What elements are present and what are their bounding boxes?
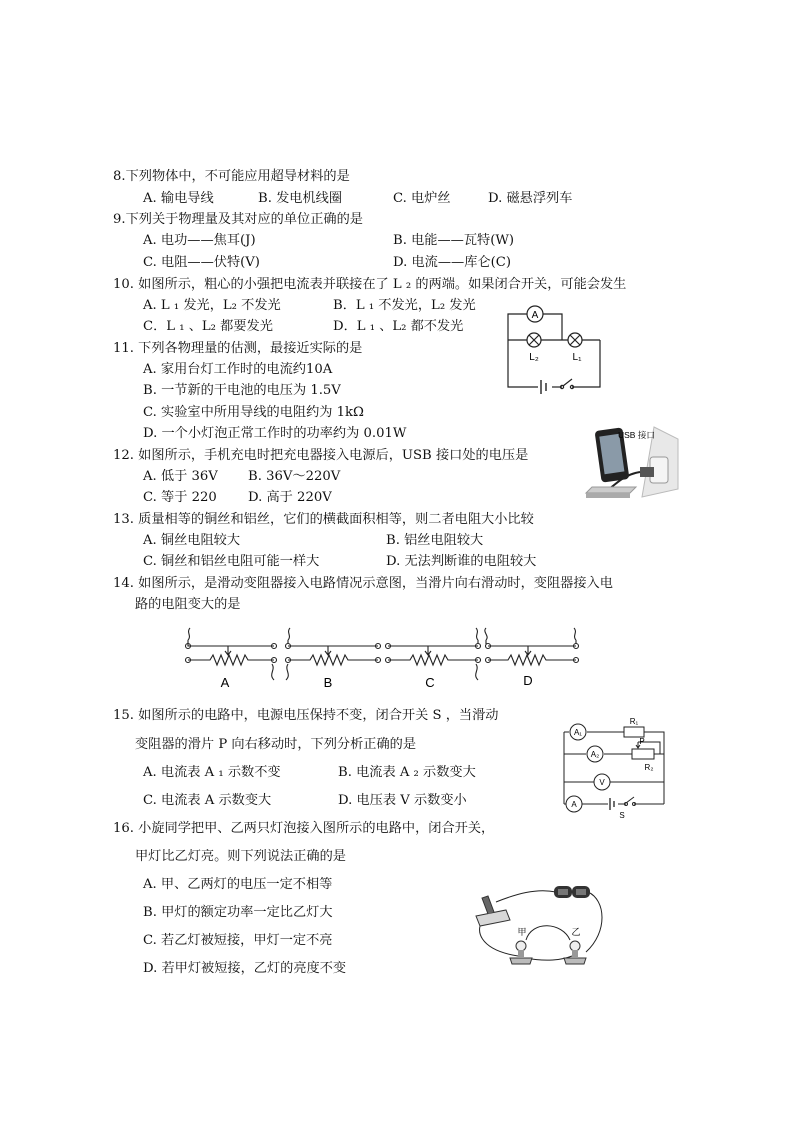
q15-a2-label: A₂ <box>590 750 600 759</box>
q15-option-d: D. 电压表 V 示数变小 <box>338 793 467 808</box>
q12-charger-photo <box>582 423 684 503</box>
q16-stem-line1: 16. 小旋同学把甲、乙两只灯泡接入图所示的电路中，闭合开关， <box>113 821 495 836</box>
q16-option-b: B. 甲灯的额定功率一定比乙灯大 <box>143 905 333 920</box>
q9-stem: 9.下列关于物理量及其对应的单位正确的是 <box>113 212 363 227</box>
q15-p-label: P <box>639 737 645 746</box>
q16-circuit-photo <box>466 880 610 966</box>
q11-option-b: B. 一节新的干电池的电压为 1.5V <box>143 383 341 398</box>
q14-label-b: B <box>323 675 333 690</box>
q13-option-a: A. 铜丝电阻较大 <box>143 533 241 548</box>
q8-option-a: A. 输电导线 <box>143 191 214 206</box>
q16-lamp-yi-label: 乙 <box>571 928 581 938</box>
q8-option-b: B. 发电机线圈 <box>258 191 343 206</box>
q8-option-c: C. 电炉丝 <box>393 191 451 206</box>
q10-option-a: A. L ₁ 发光，L₂ 不发光 <box>143 298 281 313</box>
q15-s-label: S <box>619 811 625 820</box>
q15-a-label: A <box>571 800 577 809</box>
q12-option-d: D. 高于 220V <box>248 490 332 505</box>
q15-r1-label: R₁ <box>629 717 639 726</box>
q12-option-b: B. 36V～220V <box>248 469 341 484</box>
q10-lamp-left-label: L₂ <box>529 352 539 363</box>
q15-option-a: A. 电流表 A ₁ 示数不变 <box>143 765 281 780</box>
q15-a1-label: A₁ <box>573 728 583 737</box>
q14-stem-line2: 路的电阻变大的是 <box>135 597 241 612</box>
q11-option-d: D. 一个小灯泡正常工作时的功率约为 0.01W <box>143 426 407 441</box>
q13-stem: 13. 质量相等的铜丝和铝丝，它们的横截面积相等，则二者电阻大小比较 <box>113 512 534 527</box>
q15-v-label: V <box>599 778 605 787</box>
q11-stem: 11. 下列各物理量的估测，最接近实际的是 <box>113 341 363 356</box>
q9-option-c: C. 电阻——伏特(V) <box>143 255 260 270</box>
q16-option-c: C. 若乙灯被短接，甲灯一定不亮 <box>143 933 333 948</box>
q10-lamp-right-label: L₁ <box>572 352 582 363</box>
q13-option-b: B. 铝丝电阻较大 <box>386 533 484 548</box>
q15-circuit-figure <box>560 714 670 820</box>
q13-option-c: C. 铜丝和铝丝电阻可能一样大 <box>143 554 320 569</box>
q12-stem: 12. 如图所示，手机充电时把充电器接入电源后，USB 接口处的电压是 <box>113 448 529 463</box>
q14-label-c: C <box>425 675 435 690</box>
q16-stem-line2: 甲灯比乙灯亮。则下列说法正确的是 <box>135 849 346 864</box>
q8-stem: 8.下列物体中，不可能应用超导材料的是 <box>113 169 350 184</box>
q16-option-a: A. 甲、乙两灯的电压一定不相等 <box>143 877 333 892</box>
q14-rheostat-figures <box>178 624 580 690</box>
q15-stem-line1: 15. 如图所示的电路中，电源电压保持不变，闭合开关 S ，当滑动 <box>113 708 499 723</box>
q12-option-a: A. 低于 36V <box>143 469 218 484</box>
q10-stem: 10. 如图所示，粗心的小强把电流表并联接在了 L ₂ 的两端。如果闭合开关，可能会发生 <box>113 277 627 292</box>
q15-option-c: C. 电流表 A 示数变大 <box>143 793 272 808</box>
q9-option-d: D. 电流——库仑(C) <box>393 255 511 270</box>
q14-label-a: A <box>220 675 230 690</box>
q9-option-b: B. 电能——瓦特(W) <box>393 233 515 248</box>
q10-ammeter-label: A <box>531 310 539 321</box>
q13-option-d: D. 无法判断谁的电阻较大 <box>386 554 537 569</box>
q11-option-a: A. 家用台灯工作时的电流约10A <box>143 362 333 377</box>
q10-option-d: D．L ₁ 、L₂ 都不发光 <box>333 319 464 334</box>
q10-option-b: B．L ₁ 不发光，L₂ 发光 <box>333 298 476 313</box>
q15-r2-label: R₂ <box>644 763 654 772</box>
q15-option-b: B. 电流表 A ₂ 示数变大 <box>338 765 476 780</box>
q10-option-c: C．L ₁ 、L₂ 都要发光 <box>143 319 273 334</box>
q14-label-d: D <box>523 673 533 688</box>
q14-stem-line1: 14. 如图所示，是滑动变阻器接入电路情况示意图，当滑片向右滑动时，变阻器接入电 <box>113 576 613 591</box>
q15-stem-line2: 变阻器的滑片 P 向右移动时，下列分析正确的是 <box>135 737 417 752</box>
q16-option-d: D. 若甲灯被短接，乙灯的亮度不变 <box>143 961 347 976</box>
q12-option-c: C. 等于 220 <box>143 490 217 505</box>
q8-option-d: D. 磁悬浮列车 <box>488 191 573 206</box>
q12-usb-label: USB 接口 <box>618 430 655 440</box>
q11-option-c: C. 实验室中所用导线的电阻约为 1kΩ <box>143 405 364 420</box>
q16-lamp-jia-label: 甲 <box>517 928 527 938</box>
q10-circuit-figure <box>500 302 610 394</box>
q9-option-a: A. 电功——焦耳(J) <box>143 233 256 248</box>
